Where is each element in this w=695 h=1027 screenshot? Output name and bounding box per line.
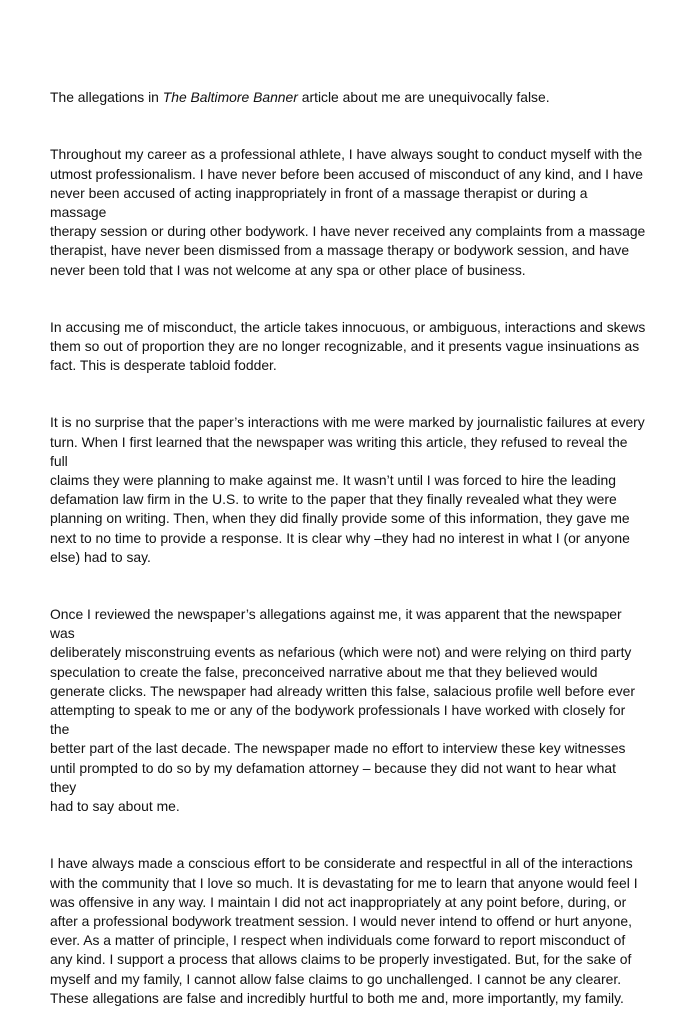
paragraph-misconduct: In accusing me of misconduct, the article takes innocuous, or ambiguous, interactions and skews them so out of proportion they are no longer recognizable, and it presents vague insinuations as fact. This is desperate tabloid fodder. <box>50 318 646 374</box>
paragraph-allegations-review: Once I reviewed the newspaper’s allegations against me, it was apparent that the newspaper was deliberately misconstruing events as nefarious (which were not) and were relying on third party speculation to create the false, preconceived narrative about me that they believed would generate clicks. The newspaper had already written this false, salacious profile well before ever attempting to speak to me or any of the bodywork professionals I have worked with closely for the better part of the last decade. The newspaper made no effort to interview these key witnesses until prompted to do so by my defamation attorney – because they did not want to hear what they had to say about me. <box>50 606 636 815</box>
intro-before: The allegations in <box>50 89 163 106</box>
paragraph-conclusion: I have always made a conscious effort to be considerate and respectful in all of the interactions with the community that I love so much. It is devastating for me to learn that anyone would feel I was offensive in any way. I maintain I did not act inappropriately at any point before, during, or after a professional bodywork treatment session. I would never intend to offend or hurt anyone, ever. As a matter of principle, I respect when individuals come forward to report misconduct of any kind. I support a process that allows claims to be properly investigated. But, for the sake of myself and my family, I cannot allow false claims to go unchallenged. I cannot be any clearer. These allegations are false and incredibly hurtful to both me and, more importantly, my family. <box>50 855 638 1006</box>
intro-after: article about me are unequivocally false. <box>297 89 550 106</box>
paragraph-journalistic-failures: It is no surprise that the paper’s interactions with me were marked by journalistic failures at every turn. When I first learned that the newspaper was writing this article, they refused to reveal the full claims they were planning to make against me. It wasn’t until I was forced to hire the leading defamation law firm in the U.S. to write to the paper that they finally revealed what they were planning on writing. Then, when they did finally provide some of this information, they gave me next to no time to provide a response. It is clear why –they had no interest in what I (or anyone else) had to say. <box>50 414 645 565</box>
paragraph-career: Throughout my career as a professional athlete, I have always sought to conduct myself with the utmost professionalism. I have never before been accused of misconduct of any kind, and I have never been accused of acting inappropriately in front of a massage therapist or during a massage therapy session or during other bodywork. I have never received any complaints from a massage therapist, have never been dismissed from a massage therapy or bodywork session, and have never been told that I was not welcome at any spa or other place of business. <box>50 146 646 278</box>
intro-paragraph <box>50 88 646 107</box>
statement-body <box>50 69 646 1027</box>
publication-name: The Baltimore Banner <box>162 89 298 106</box>
